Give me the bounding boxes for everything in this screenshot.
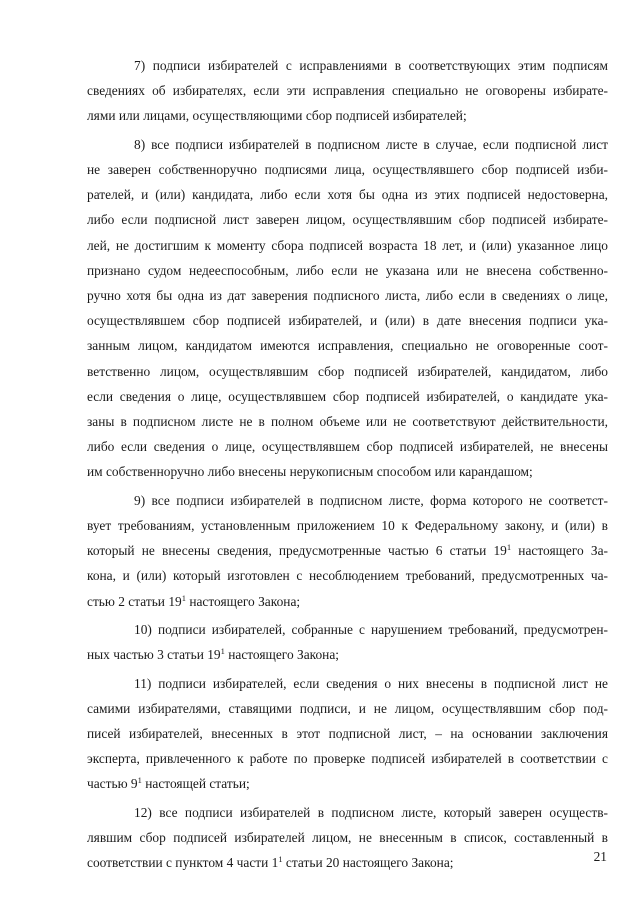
text-line: 11) подписи избирателей, если сведения о них внесены в подписной лист не [134,675,608,691]
superscript: 1 [278,854,283,865]
text-line: лями или лицами, осуществляющими сбор подписей избирателей; [87,108,467,124]
text-line: признано судом недееспособным, либо если не указана или не внесена собственно- [87,262,608,278]
text-line: либо если подписной лист заверен лицом, осуществлявшим сбор подписей избирате- [87,212,608,228]
text-line: самими избирателями, ставящими подписи, и не лицом, осуществлявшим сбор под- [87,700,608,716]
superscript: 1 [506,542,512,553]
text-line: лявшим сбор подписей избирателей лицом, не внесенным в список, составленный в [87,830,608,846]
text-line: 9) все подписи избирателей в подписном листе, форма которого не соответст- [134,492,608,508]
text-line: кона, и (или) который изготовлен с несоблюдением требований, предусмотренных ча- [87,568,608,584]
text-line: занным лицом, кандидатом имеются исправления, специально не оговоренные соот- [87,338,608,354]
text-line: если сведения о лице, осуществлявшем сбор подписей избирателей, о кандидате ука- [87,388,608,404]
text-line: 10) подписи избирателей, собранные с нарушением требований, предусмотрен- [134,622,608,638]
superscript: 1 [181,592,186,603]
text-line: вует требованиям, установленным приложением 10 к Федеральному закону, и (или) в [87,518,608,534]
text-line: который не внесены сведения, предусмотренные частью 6 статьи $19^1$ настоящего За- [87,542,608,559]
text-line: частью $9^1$ настоящей статьи; [87,775,250,792]
text-line: 7) подписи избирателей с исправлениями в соответствующих этим подписям [134,58,608,73]
paragraph-p7 [87,53,608,129]
superscript: 1 [220,646,225,657]
text-line: эксперта, привлеченного к работе по проверке подписей избирателей в соответствии с [87,751,608,767]
text-line: не заверен собственноручно подписями лица, осуществлявшего сбор подписей изби- [87,162,608,177]
text-line: рателей, и (или) кандидата, либо если хотя бы одна из этих подписей недостоверна, [87,187,608,203]
paragraph-p11 [87,671,608,797]
text-line: сведениях об избирателях, если эти исправления специально не оговорены избирате- [87,83,608,99]
paragraph-p10 [87,617,608,667]
text-line: ветственно лицом, осуществлявшим сбор подписей избирателей, кандидатом, либо [87,363,608,379]
document-body [87,53,608,879]
text-line: лей, не достигшим к моменту сбора подписей возраста 18 лет, и (или) указанное лицо [87,237,608,253]
text-line: 12) все подписи избирателей в подписном листе, который заверен осуществ- [134,804,608,820]
paragraph-p9 [87,488,608,614]
text-line: либо если сведения о лице, осуществлявшем сбор подписей избирателей, не внесены [87,439,608,455]
text-line: писей избирателей, внесенных в этот подписной лист, – на основании заключения [87,726,608,742]
text-line: ручно хотя бы одна из дат заверения подписного листа, либо если в сведениях о лице, [87,288,608,304]
text-line: осуществлявшем сбор подписей избирателей, и (или) в дате внесения подписи ука- [87,313,608,329]
text-line: стью 2 статьи $19^1$ настоящего Закона; [87,592,301,609]
text-line: 8) все подписи избирателей в подписном листе в случае, если подписной лист [134,136,608,152]
page-number: 21 [593,849,607,864]
text-line: ных частью 3 статьи $19^1$ настоящего Закона; [87,646,339,663]
text-line: им собственноручно либо внесены нерукописным способом или карандашом; [87,464,533,480]
text-line: соответствии с пунктом 4 части $1^1$ статьи 20 настоящего Закона; [87,854,454,871]
text-line: заны в подписном листе не в полном объеме или не соответствуют действительности, [87,414,608,430]
paragraph-p8 [87,132,608,485]
paragraph-p12 [87,800,608,876]
superscript: 1 [137,775,142,786]
